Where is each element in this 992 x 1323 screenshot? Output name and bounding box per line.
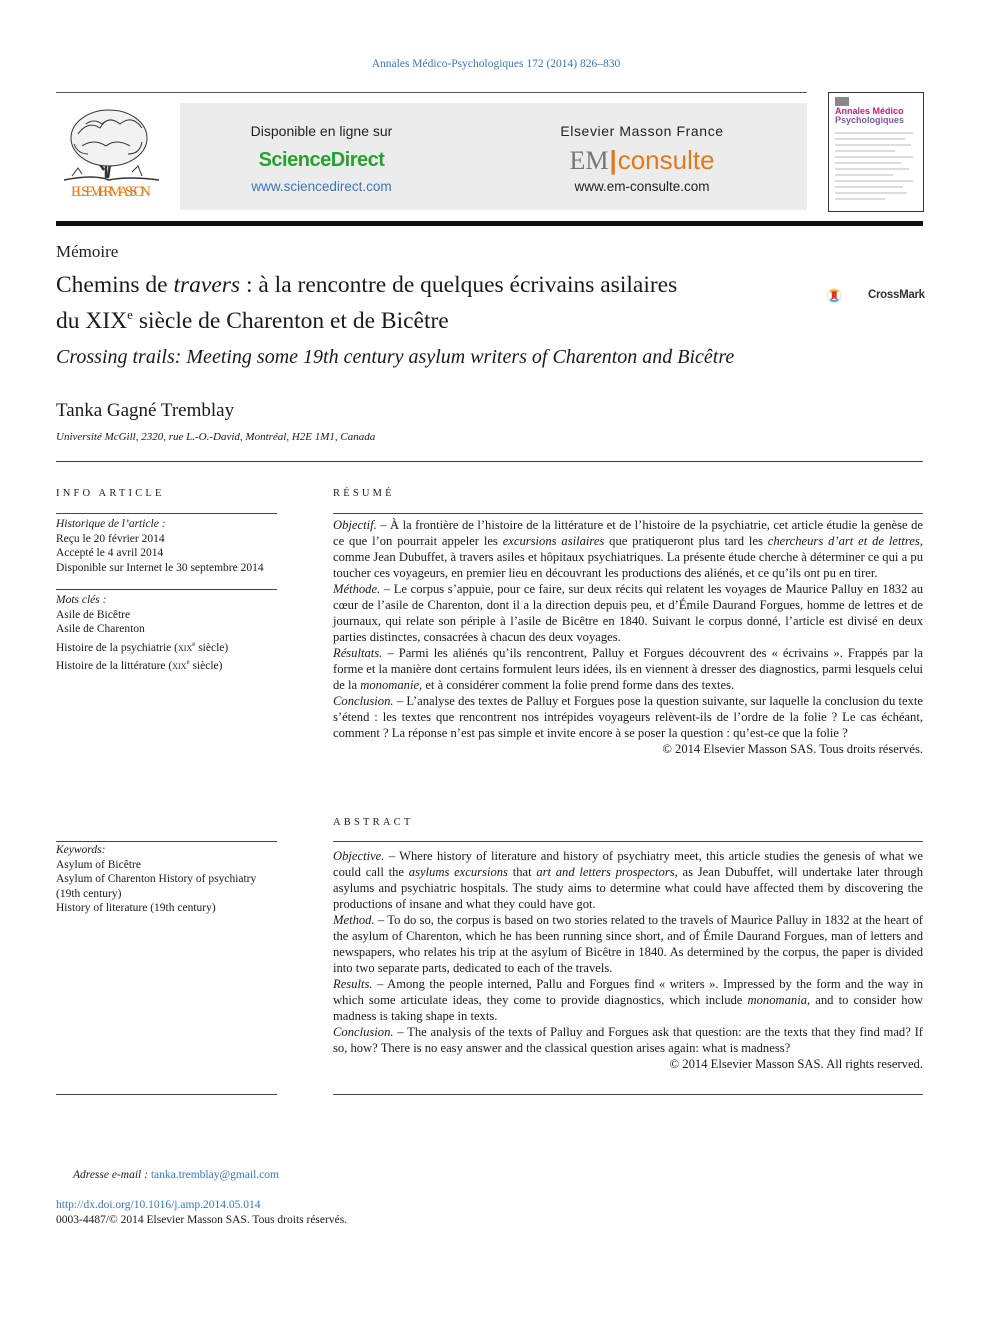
abstract-res-a: – Among the people interned, Pallu and Forgues find « writers ». Impressed by the form and the way in which some articulate ideas, they come to provide diagnostics, which include xyxy=(333,977,923,1007)
elsevier-wordmark: ELSEVIER MASSON xyxy=(71,184,151,200)
resume-res-b: , et à considérer comment la folie prend forme dans des textes. xyxy=(419,678,735,692)
resume-res-italic: monomanie xyxy=(360,678,420,692)
history-accepted: Accepté le 4 avril 2014 xyxy=(56,547,164,559)
email-link[interactable]: tanka.tremblay@gmail.com xyxy=(150,1169,279,1181)
article-title-fr xyxy=(56,271,796,336)
history-label: Historique de l’article : xyxy=(56,518,166,530)
abstract-meth-text: – To do so, the corpus is based on two stories related to the travels of Maurice Palluy in 1832 at the heart of the asylum of Charenton, which he has been running since short, and of Émile Daurand Forgues, man of letters and newspapers, who relates his trip at the asylum of Bicêtre in 1840. As determined by the corpus, the paper is divided into two separate parts, dedicated to each of the travels. xyxy=(333,913,923,975)
keyword-en-item: (19th century) xyxy=(56,887,122,900)
title-fr-part-d: siècle de Charenton et de Bicêtre xyxy=(132,307,449,334)
email-label: Adresse e-mail : xyxy=(73,1169,148,1181)
header-top-rule xyxy=(56,92,807,93)
title-fr-part-b: : à la rencontre de quelques écrivains asilaires xyxy=(240,272,678,298)
abstract-res-italic: monomania xyxy=(747,993,807,1007)
article-author: Tanka Gagné Tremblay xyxy=(56,400,235,421)
crossmark-label[interactable]: CrossMark xyxy=(868,289,925,301)
resume-res-a: – Parmi les aliénés qu’ils rencontrent, Palluy et Forgues découvrent des « écrivains ». Frappés par la forme et la manière dont certains formulent leurs idées, ils en viennent à dresser des diagnostics, parmi lesquels celui de la xyxy=(333,646,923,692)
resume-meth-text: – Le corpus s’appuie, pour ce faire, sur deux récits qui relatent les voyages de Maurice Palluy en 1832 au cœur de l’asile de Charenton, dont il a la direction depuis peu, et d’Émile Daurand Forgues, homme de lettres et de journaux, qui relate son périple à l’asile de Bicêtre en 1840. Suivant le corpus donné, l’article est divisé en deux parties distinctes, consacrées à chacun des deux voyages. xyxy=(333,582,923,644)
history-received: Reçu le 20 février 2014 xyxy=(56,532,165,545)
title-fr-sup: e xyxy=(127,307,133,322)
kw-lit-a: Histoire de la littérature ( xyxy=(56,659,173,672)
abstract-obj-c: , as Jean Dubuffet, will undertake later through asylums and psychiatric hospitals. The study aims to determine what could have affected them by discovering the productions of insane and what they could have got. xyxy=(333,865,923,911)
em-publisher-text: Elsevier Masson France xyxy=(560,123,724,139)
abstract-res-b: , and to consider how madness is taking shape in texts. xyxy=(333,993,923,1023)
cover-title xyxy=(835,107,919,125)
emconsulte-consulte: consulte xyxy=(617,145,715,175)
crossmark-icon[interactable] xyxy=(827,276,867,316)
abstract-obj-label: Objective. xyxy=(333,849,385,863)
emconsulte-bar: | xyxy=(609,145,617,175)
resume-conclusion xyxy=(333,693,923,741)
emconsulte-em: EM xyxy=(569,146,609,175)
kw-lit-b: siècle) xyxy=(189,659,223,672)
kw-psy-a: Histoire de la psychiatrie ( xyxy=(56,641,178,654)
resume-res-label: Résultats. xyxy=(333,646,383,660)
resume-method xyxy=(333,581,923,645)
title-fr-italic: travers xyxy=(173,272,241,298)
abstract-rule xyxy=(333,841,923,842)
abstract-obj-a: – Where history of literature and history of psychiatry meet, this article studies the genesis of what we could call the xyxy=(333,849,923,879)
sciencedirect-logo[interactable]: ScienceDirect xyxy=(258,149,385,171)
abstract-conc-text: – The analysis of the texts of Palluy and Forgues ask that question: are the texts that they find mad? If so, how? There is no easy answer and the classical question arises again: what is madness? xyxy=(333,1025,923,1055)
right-bottom-rule xyxy=(333,1094,923,1095)
keywords-fr-label: Mots clés : xyxy=(56,594,107,606)
keyword-fr-item: Asile de Bicêtre xyxy=(56,608,131,621)
kw-lit-century: xix xyxy=(172,659,187,672)
footnote-email xyxy=(73,1169,279,1181)
kw-lit-sup: e xyxy=(186,657,190,666)
left-bottom-rule xyxy=(56,1094,277,1095)
history-online: Disponible sur Internet le 30 septembre 2014 xyxy=(56,561,264,574)
header-thick-rule xyxy=(56,221,923,226)
abstract-heading: ABSTRACT xyxy=(333,817,414,828)
journal-cover-thumbnail[interactable] xyxy=(828,92,924,212)
kw-psy-b: siècle) xyxy=(195,641,229,654)
sciencedirect-link[interactable]: www.sciencedirect.com xyxy=(251,179,392,194)
info-rule-3 xyxy=(56,841,277,842)
keyword-en-item: Asylum of Charenton History of psychiatry xyxy=(56,873,257,885)
issn-copyright: 0003-4487/© 2014 Elsevier Masson SAS. Tous droits réservés. xyxy=(56,1214,348,1226)
resume-conc-text: – L’analyse des textes de Palluy et Forgues pose la question suivante, sur laquelle la conclusion du texte s’étend : les textes que rencontrent nos intrépides voyageurs relèvent-ils de l’ordre de la folie ? Le cas échéant, comment ? La réponse n’est pas simple et invite encore à se poser la question : qu’est-ce que la folie ? xyxy=(333,694,923,740)
resume-copyright: © 2014 Elsevier Masson SAS. Tous droits réservés. xyxy=(662,742,923,756)
keyword-fr-item xyxy=(56,637,277,655)
resume-meth-label: Méthode. xyxy=(333,582,381,596)
resume-conc-label: Conclusion. xyxy=(333,694,394,708)
keywords-fr xyxy=(56,593,277,673)
keyword-en-item: Asylum of Bicêtre xyxy=(56,858,141,871)
abstract-meth-label: Method. xyxy=(333,913,375,927)
resume-obj-a: – À la frontière de l’histoire de la littérature et de l’histoire de la psychiatrie, cet article étudie la genèse de ce que l’on pourrait appeler les xyxy=(333,518,923,548)
abstract-obj-italic-1: asylums excursions xyxy=(408,865,508,879)
elsevier-tree-logo xyxy=(56,100,166,214)
abstract-copyright: © 2014 Elsevier Masson SAS. All rights reserved. xyxy=(669,1057,923,1071)
title-fr-part-a: Chemins de xyxy=(56,272,174,298)
cover-title-sub: Psychologiques xyxy=(835,115,905,125)
info-rule-1 xyxy=(56,513,277,514)
resume-body xyxy=(333,517,923,757)
article-title-en: Crossing trails: Meeting some 19th century asylum writers of Charenton and Bicêtre xyxy=(56,346,735,368)
cover-contents-lines xyxy=(835,129,917,205)
cover-logo-mark xyxy=(835,97,849,106)
title-fr-part-c: du XIX xyxy=(56,307,128,334)
abstract-conc-label: Conclusion. xyxy=(333,1025,394,1039)
abstract-objective xyxy=(333,848,923,912)
emconsulte-link[interactable]: www.em-consulte.com xyxy=(574,179,710,194)
doi-link[interactable]: http://dx.doi.org/10.1016/j.amp.2014.05.014 xyxy=(56,1199,261,1211)
kw-psy-century: xix xyxy=(178,641,193,654)
keywords-en-label: Keywords: xyxy=(56,844,106,856)
emconsulte-logo[interactable] xyxy=(497,145,787,176)
keywords-en xyxy=(56,843,277,916)
abstract-conclusion xyxy=(333,1024,923,1056)
author-affiliation: Université McGill, 2320, rue L.-O.-David, Montréal, H2E 1M1, Canada xyxy=(56,431,376,443)
resume-obj-italic-2: chercheurs d’art et de lettres xyxy=(767,534,920,548)
resume-obj-b: que pratiqueront plus tard les xyxy=(604,534,768,548)
title-block-rule xyxy=(56,461,923,462)
sd-available-text: Disponible en ligne sur xyxy=(250,123,393,139)
abstract-method xyxy=(333,912,923,976)
resume-obj-italic-1: excursions asilaires xyxy=(502,534,605,548)
resume-obj-label: Objectif. xyxy=(333,518,377,532)
keyword-fr-item xyxy=(56,655,277,673)
kw-psy-sup: e xyxy=(192,639,196,648)
resume-results xyxy=(333,645,923,693)
cover-title-main: Annales Médico xyxy=(835,106,904,116)
info-article-heading: INFO ARTICLE xyxy=(56,488,165,499)
abstract-body xyxy=(333,848,923,1072)
resume-obj-c: , comme Jean Dubuffet, à travers asiles et hôpitaux psychiatriques. La présente étude cherche à déterminer ce qui a pu toucher ces voyageurs, en premier lieu en découvrant les productions des aliénés, et ce qu’ils ont pu en tirer. xyxy=(333,534,923,580)
resume-rule xyxy=(333,513,923,514)
resume-objective xyxy=(333,517,923,581)
abstract-res-label: Results. xyxy=(333,977,373,991)
article-history xyxy=(56,517,277,575)
abstract-obj-b: that xyxy=(507,865,537,879)
keyword-en-item: History of literature (19th century) xyxy=(56,902,216,914)
info-rule-2 xyxy=(56,589,277,590)
journal-citation[interactable]: Annales Médico-Psychologiques 172 (2014) 826–830 xyxy=(371,58,621,70)
article-section-label: Mémoire xyxy=(56,242,119,261)
keyword-fr-item: Asile de Charenton xyxy=(56,623,145,635)
abstract-results xyxy=(333,976,923,1024)
resume-heading: RÉSUMÉ xyxy=(333,488,395,499)
abstract-obj-italic-2: art and letters prospectors xyxy=(536,865,675,879)
